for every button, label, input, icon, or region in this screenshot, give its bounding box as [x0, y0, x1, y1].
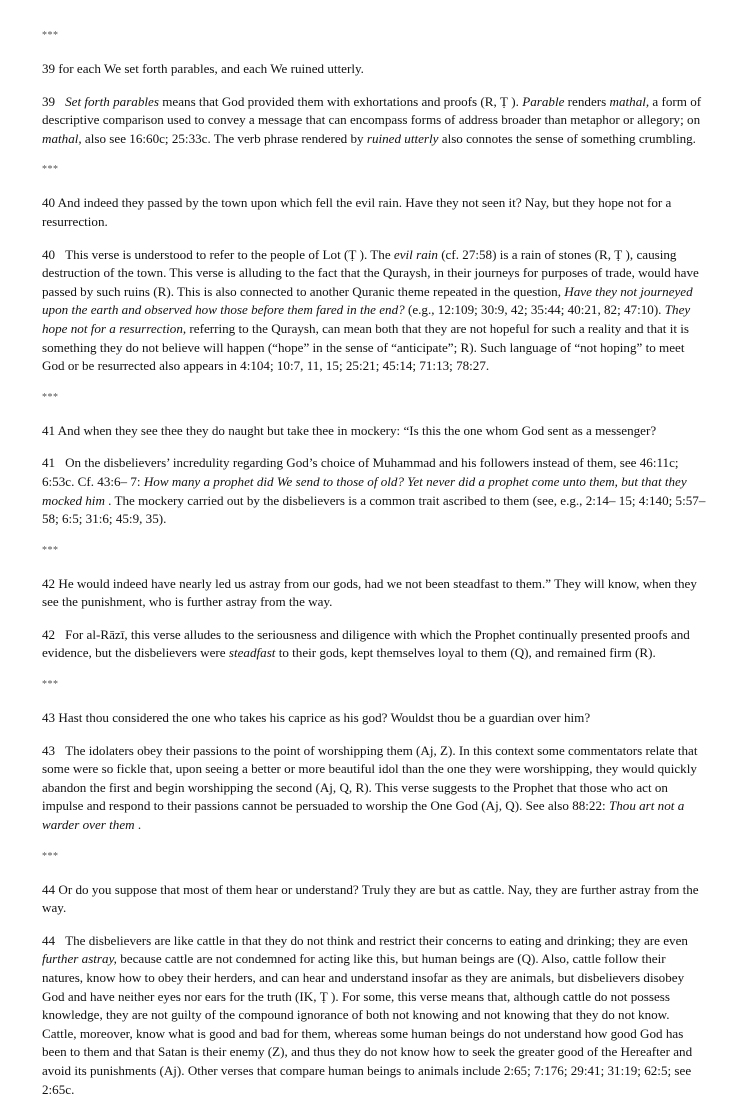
text-run: a form of descriptive comparison used to convey a message that can encompass forms of address broader than metaphor or allegory; on: [42, 93, 702, 128]
entry-40: [42, 164, 706, 375]
text-run: (cf. 27:58) is a rain of stones (R, Ṭ ), causing destruction of the town. This verse is alluding to the fact that the Quraysh, in their journeys for purposes of trade, would have passed by such ruins (R). This is also connected to another Quranic theme repeated in the question,: [42, 246, 699, 299]
verse-41: [42, 422, 706, 441]
text-run: because cattle are not condemned for acting like this, but human beings are (Q). Also, cattle follow their natures, know how to obey their herders, and can hear and understand insofar as they are animals, but disbelievers disobey God and have neither eyes nor ears for the truth (IK, Ṭ ). For some, this verse means that, although cattle do not possess knowledge, they are not guilty of the compound ignorance of both not knowing and not knowing that they do not know. Cattle, moreover, know what is good and bad for them, whereas some human beings do not understand how good God has been to them and that Satan is their enemy (Z), and thus they do not know how to seek the greater good of the Hereafter and avoid its punishments (Aj). Other verses that compare human beings to animals include 2:65; 7:176; 29:41; 31:19; 62:5; see 2:65c.: [42, 951, 693, 1097]
italic-run: mathal,: [609, 93, 650, 109]
text-run: also connotes the sense of something crumbling.: [438, 130, 696, 146]
text-run: referring to the Quraysh, can mean both that they are not hopeful for such a reality and that it is something they do not believe will happen (“hope” in the sense of “anticipate”; R). Such language of “not hoping” to meet God or be resurrected also appears in 4:104; 10:7, 11, 15; 25:21; 45:14; 71:13; 78:27.: [42, 320, 689, 374]
commentary-number: 41: [42, 455, 56, 471]
italic-run: They hope not for a resurrection,: [42, 302, 691, 336]
italic-run: further astray,: [42, 951, 117, 967]
italic-run: steadfast: [228, 645, 276, 661]
verse-text: And indeed they passed by the town upon which fell the evil rain. Have they not seen it? Nay, but they hope not for a resurrection.: [42, 195, 672, 229]
commentary-text: [42, 455, 705, 526]
verse-42: [42, 575, 706, 612]
commentary-text: [42, 933, 692, 1097]
text-run: The idolaters obey their passions to the point of worshipping them (Aj, Z). In this context some commentators relate that some were so fickle that, upon seeing a better or more beautiful idol than the one they were worshipping, they would quickly abandon the first and begin worshipping the second (Aj, Q, R). This verse suggests to the Prophet that those who act on impulse and respond to their passions cannot be persuaded to worship the One God (Aj, Q). See also 88:22:: [42, 742, 698, 814]
commentary-44: [42, 932, 706, 1099]
italic-run: ruined utterly: [366, 130, 439, 146]
entry-39: [42, 30, 706, 148]
commentary-number: 44: [42, 932, 56, 948]
entry-43: [42, 679, 706, 835]
text-run: This verse is understood to refer to the people of Lot (Ṭ ). The: [65, 246, 394, 262]
verse-text: He would indeed have nearly led us astray from our gods, had we not been steadfast to them.” They will know, when they see the punishment, who is further astray from the way.: [42, 575, 697, 610]
italic-run: Set forth parables: [65, 93, 159, 109]
text-run: The disbelievers are like cattle in that they do not think and restrict their concerns to eating and drinking; they are even: [65, 932, 688, 948]
verse-number: 40: [42, 195, 56, 211]
verse-39: [42, 60, 706, 79]
commentary-number: 42: [42, 626, 56, 642]
commentary-text: [42, 743, 697, 832]
commentary-number: 40: [42, 246, 56, 262]
text-run: renders: [564, 93, 610, 109]
verse-text: Or do you suppose that most of them hear or understand? Truly they are but as cattle. Nay, they are further astray from the way.: [42, 881, 699, 916]
verse-text: And when they see thee they do naught but take thee in mockery: “Is this the one whom God sent as a messenger?: [57, 422, 657, 438]
entry-41: [42, 392, 706, 529]
verse-44: [42, 881, 706, 918]
commentary-40: [42, 246, 706, 376]
section-separator: ***: [42, 30, 59, 41]
text-run: means that God provided them with exhortations and proofs (R, Ṭ ).: [158, 93, 523, 109]
commentary-39: [42, 93, 706, 149]
verse-number: 43: [42, 710, 56, 726]
text-run: .: [134, 817, 142, 833]
verse-text: Hast thou considered the one who takes his caprice as his god? Wouldst thou be a guardian over him?: [58, 710, 591, 726]
italic-run: Thou art not a warder over them: [42, 798, 685, 833]
verse-43: [42, 709, 706, 728]
verse-40: [42, 194, 706, 231]
verse-number: 42: [42, 575, 56, 591]
text-run: For al-Rāzī, this verse alludes to the seriousness and diligence with which the Prophet continually presented proofs and evidence, but the disbelievers were: [42, 626, 690, 661]
commentary-text: [42, 94, 701, 146]
text-run: also see 16:60c; 25:33c. The verb phrase rendered by: [81, 130, 367, 146]
commentary-number: 43: [42, 742, 56, 758]
text-run: . The mockery carried out by the disbelievers is a common trait ascribed to them (see, e.g., 2:14– 15; 4:140; 5:57– 58; 6:5; 31:6; 45:9, 35).: [42, 492, 706, 527]
verse-number: 44: [42, 881, 56, 897]
text-run: to their gods, kept themselves loyal to them (Q), and remained firm (R).: [275, 645, 656, 661]
section-separator: ***: [42, 850, 59, 862]
document-page: [42, 30, 706, 1115]
verse-number: 39: [42, 61, 56, 76]
commentary-text: [42, 627, 690, 661]
text-run: On the disbelievers’ incredulity regarding God’s choice of Muhammad and his followers instead of them, see 46:11c; 6:53c. Cf. 43:6– 7:: [42, 455, 679, 489]
commentary-text: [42, 247, 699, 374]
commentary-42: [42, 626, 706, 663]
section-separator: ***: [42, 391, 59, 403]
section-separator: ***: [42, 544, 59, 556]
section-separator: ***: [42, 164, 59, 176]
verse-number: 41: [42, 422, 56, 438]
verse-text: for each We set forth parables, and each We ruined utterly.: [58, 61, 364, 76]
italic-run: mathal,: [42, 130, 82, 146]
commentary-43: [42, 742, 706, 835]
italic-run: evil rain: [393, 246, 438, 262]
italic-run: Have they not journeyed upon the earth and observed how those before them fared in the end?: [42, 283, 693, 318]
commentary-41: [42, 454, 706, 528]
italic-run: Parable: [522, 93, 565, 109]
italic-run: How many a prophet did We send to those of old? Yet never did a prophet come unto them, but that they mocked him: [42, 473, 687, 508]
entry-44: [42, 851, 706, 1100]
text-run: (e.g., 12:109; 30:9, 42; 35:44; 40:21, 82; 47:10).: [404, 302, 665, 318]
entry-42: [42, 545, 706, 663]
section-separator: ***: [42, 679, 59, 691]
commentary-number: 39: [42, 93, 56, 109]
